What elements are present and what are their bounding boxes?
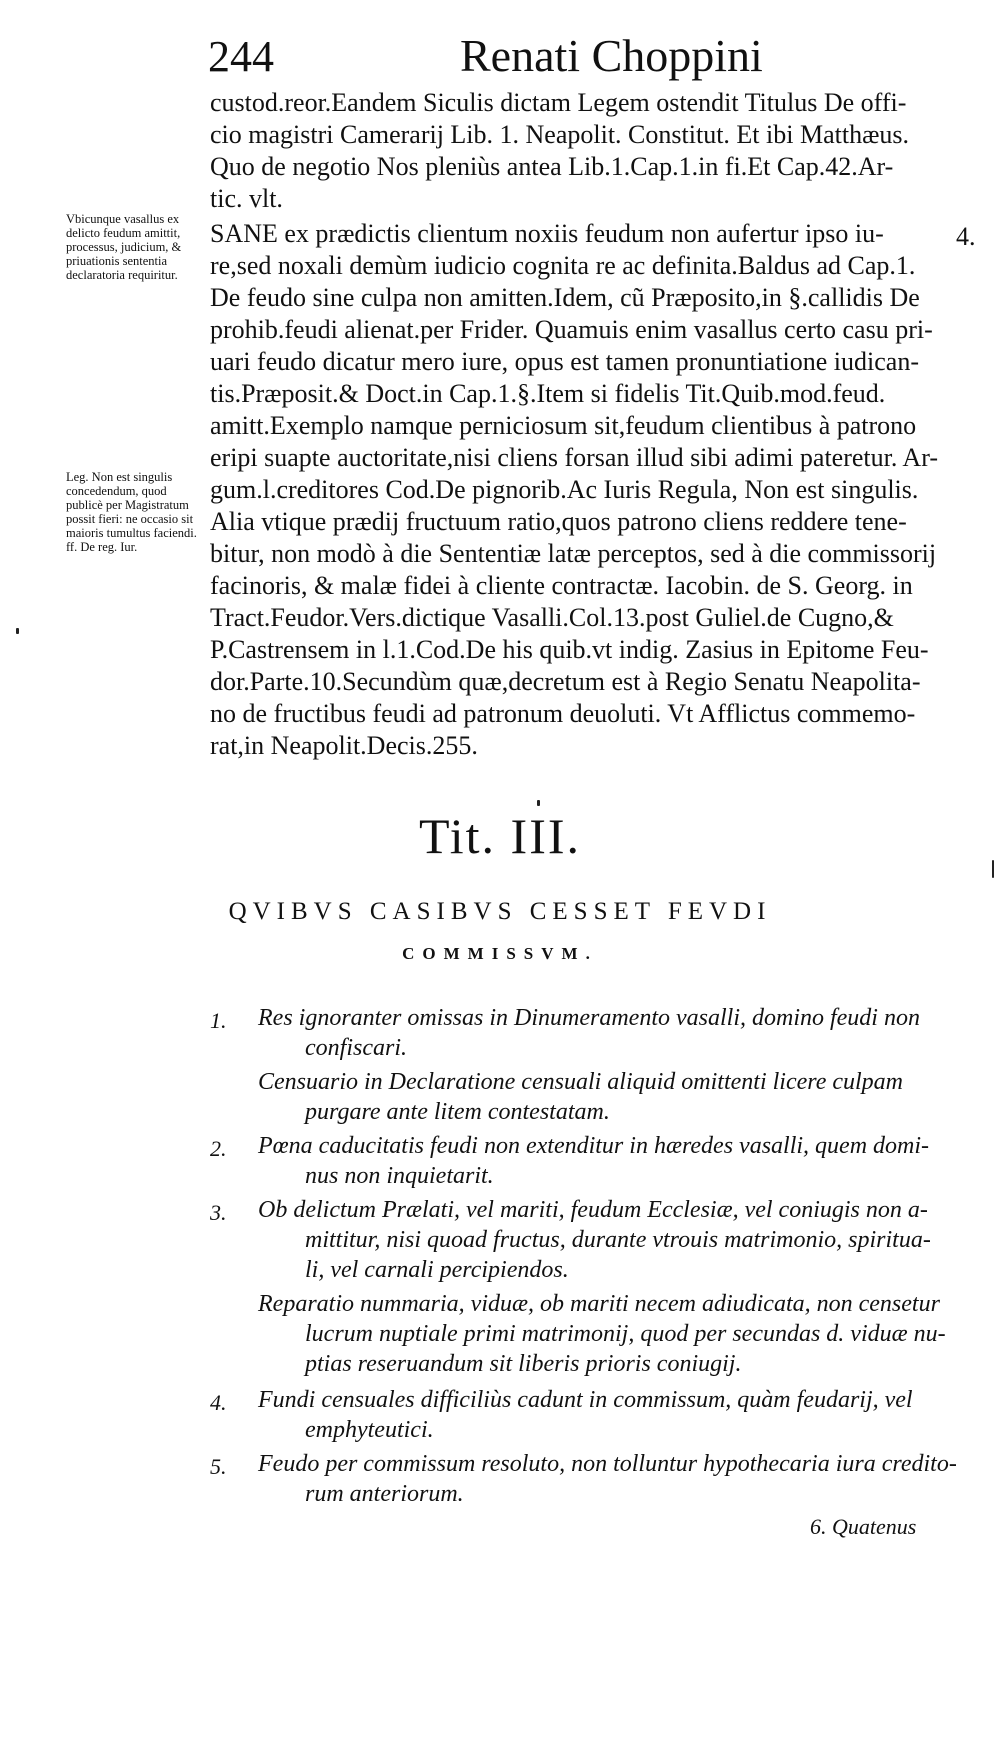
margin-note-1: Vbicunque vasallus ex delicto feudum amittit, processus, judicium, & priuationis sententia declaratoria requiritur. (66, 212, 182, 282)
item-line: Reparatio nummaria, viduæ, ob mariti necem adiudicata, non censetur (258, 1291, 940, 1317)
item-line: confiscari. (305, 1035, 407, 1061)
body-line: prohib.feudi alienat.per Frider. Quamuis enim vasallus certo casu pri- (210, 315, 933, 344)
body-line: rat,in Neapolit.Decis.255. (210, 731, 478, 760)
item-line: Feudo per commissum resoluto, non tolluntur hypothecaria iura credito- (258, 1451, 957, 1477)
title-heading: Tit. III. (418, 808, 582, 864)
body-line: eripi suapte auctoritate,nisi cliens forsan illud sibi adimi pateretur. Ar- (210, 443, 938, 472)
item-number: 5. (210, 1454, 227, 1479)
item-number: 4. (210, 1390, 227, 1415)
body-line: uari feudo dicatur mero iure, opus est tamen pronuntiatione iudican- (210, 347, 919, 376)
item-line: mittitur, nisi quoad fructus, durante vtrouis matrimonio, spiritua- (305, 1227, 931, 1253)
item-line: ptias reseruandum sit liberis prioris coniugij. (305, 1351, 742, 1377)
item-line: lucrum nuptiale primi matrimonij, quod per secundas d. viduæ nu- (305, 1321, 946, 1347)
page-number: 244 (208, 32, 274, 81)
item-number: 3. (210, 1200, 227, 1225)
item-line: nus non inquietarit. (305, 1163, 494, 1189)
body-line: amitt.Exemplo namque perniciosum sit,feudum clientibus à patrono (210, 411, 917, 440)
item-line: Pœna caducitatis feudi non extenditur in hæredes vasalli, quem domi- (258, 1133, 930, 1159)
body-line: Quo de negotio Nos pleniùs antea Lib.1.Cap.1.in fi.Et Cap.42.Ar- (210, 152, 894, 181)
body-line: bitur, non modò à die Sententiæ latæ perceptos, sed à die commissorij (210, 539, 937, 568)
item-line: li, vel carnali percipiendos. (305, 1257, 569, 1283)
body-line: dor.Parte.10.Secundùm quæ,decretum est à Regio Senatu Neapolita- (210, 667, 921, 696)
body-line: SANE ex prædictis clientum noxiis feudum non aufertur ipso iu- (210, 219, 884, 248)
scan-speck (16, 628, 19, 634)
running-head: Renati Choppini (460, 30, 763, 81)
catchword: 6. Quatenus (810, 1514, 917, 1539)
body-line: custod.reor.Eandem Siculis dictam Legem ostendit Titulus De offi- (210, 88, 907, 117)
item-number: 1. (210, 1008, 227, 1033)
title-subtitle-continuation: COMMISSVM. (402, 944, 598, 963)
item-line: rum anteriorum. (305, 1481, 464, 1507)
body-line: tis.Præposit.& Doct.in Cap.1.§.Item si fidelis Tit.Quib.mod.feud. (210, 379, 886, 408)
scan-speck (537, 800, 540, 806)
item-line: purgare ante litem contestatam. (305, 1099, 610, 1125)
section-marker: 4. (956, 222, 976, 251)
body-line: gum.l.creditores Cod.De pignorib.Ac Iuris Regula, Non est singulis. (210, 475, 919, 504)
body-line: cio magistri Camerarij Lib. 1. Neapolit. Constitut. Et ibi Matthæus. (210, 120, 910, 149)
body-line: tic. vlt. (210, 184, 283, 213)
item-line: Res ignoranter omissas in Dinumeramento vasalli, domino feudi non (258, 1005, 920, 1031)
body-line: P.Castrensem in l.1.Cod.De his quib.vt indig. Zasius in Epitome Feu- (210, 635, 929, 664)
title-subtitle: QVIBVS CASIBVS CESSET FEVDI (228, 898, 772, 925)
margin-note-2: Leg. Non est singulis concedendum, quod publicè per Magistratum possit fieri: ne occasio sit maioris tumultus faciendi. ff. De reg. Iur. (66, 470, 197, 554)
body-line: re,sed noxali demùm iudicio cognita re ac definita.Baldus ad Cap.1. (210, 251, 916, 280)
body-line: no de fructibus feudi ad patronum deuoluti. Vt Afflictus commemo- (210, 699, 916, 728)
body-line: Alia vtique prædij fructuum ratio,quos patrono cliens reddere tene- (210, 507, 907, 536)
scan-speck (992, 860, 994, 878)
body-line: facinoris, & malæ fidei à cliente contractæ. Iacobin. de S. Georg. in (210, 571, 913, 600)
body-line: De feudo sine culpa non amitten.Idem, cũ Præposito,in §.callidis De (210, 283, 920, 312)
item-line: Ob delictum Prælati, vel mariti, feudum Ecclesiæ, vel coniugis non a- (258, 1197, 928, 1223)
item-line: Censuario in Declaratione censuali aliquid omittenti licere culpam (258, 1069, 904, 1095)
item-line: Fundi censuales difficiliùs cadunt in commissum, quàm feudarij, vel (258, 1387, 913, 1413)
body-line: Tract.Feudor.Vers.dictique Vasalli.Col.13.post Guliel.de Cugno,& (210, 603, 894, 632)
item-line: emphyteutici. (305, 1417, 434, 1443)
item-number: 2. (210, 1136, 227, 1161)
